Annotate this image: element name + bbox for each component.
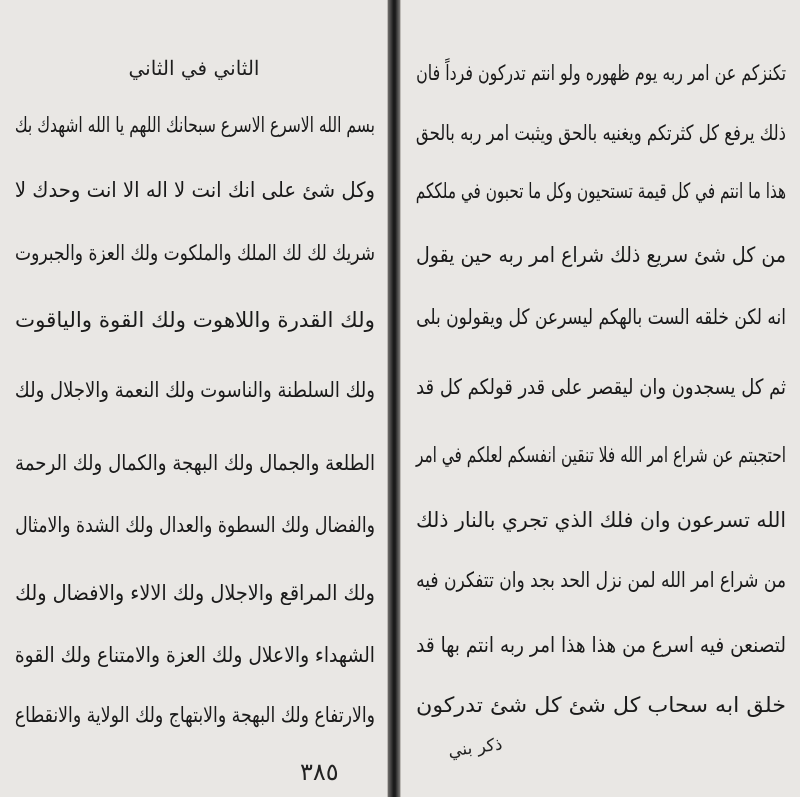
text-line: والفضال ولك السطوة والعدال ولك الشدة والامثال [15,513,375,537]
text-line: ولك القدرة واللاهوت ولك القوة والياقوت [15,308,376,332]
text-line: احتجبتم عن شراع امر الله فلا تنقين انفسكم لعلكم في امر [415,443,786,467]
text-line: لتصنعن فيه اسرع من هذا هذا امر ربه انتم بها قد [416,633,786,657]
text-line: من كل شئ سريع ذلك شراع امر ربه حين يقول [415,243,786,267]
catchword: ذكر بني [446,734,504,762]
text-line: الله تسرعون وان فلك الذي تجري بالنار ذلك [415,508,786,532]
right-page [400,0,800,797]
text-line: الطلعة والجمال ولك البهجة والكمال ولك الرحمة [15,451,376,475]
text-line: تكنزكم عن امر ربه يوم ظهوره ولو انتم تدركون فرداً فان [416,61,786,85]
page-heading: الثاني في الثاني [128,56,260,80]
text-line: انه لكن خلقه الست بالهكم ليسرعن كل ويقولون بلى [416,305,786,329]
left-page [0,0,388,797]
text-line: ذلك يرفع كل كثرتكم ويغنيه بالحق ويثبت امر ربه بالحق [415,121,786,145]
text-line: شريك لك لك الملك والملكوت ولك العزة والجبروت [15,241,375,265]
text-line: والارتفاع ولك البهجة والابتهاج ولك الولاية والانقطاع [14,703,375,727]
text-line: ولك المراقع والاجلال ولك الالاء والافضال ولك [15,581,376,605]
text-line: من شراع امر الله لمن نزل الحد بجد وان تتفكرن فيه [416,568,786,592]
text-line: بسم الله الاسرع الاسرع سبحانك اللهم يا الله اشهدك بك [14,113,375,137]
book-gutter [388,0,400,797]
text-line: هذا ما انتم في كل قيمة تستحيون وكل ما تحبون في ملككم [415,179,786,203]
text-line: خلق ابه سحاب كل شئ كل شئ تدركون [415,693,786,717]
text-line: ولك السلطنة والناسوت ولك النعمة والاجلال ولك [14,378,375,402]
text-line: وكل شئ على انك انت لا اله الا انت وحدك لا [14,178,375,202]
text-line: ثم كل يسجدون وان ليقصر على قدر قولكم كل قد [416,375,786,399]
text-line: الشهداء والاعلال ولك العزة والامتناع ولك القوة [14,643,376,667]
page-number: ٣٨٥ [300,758,339,786]
